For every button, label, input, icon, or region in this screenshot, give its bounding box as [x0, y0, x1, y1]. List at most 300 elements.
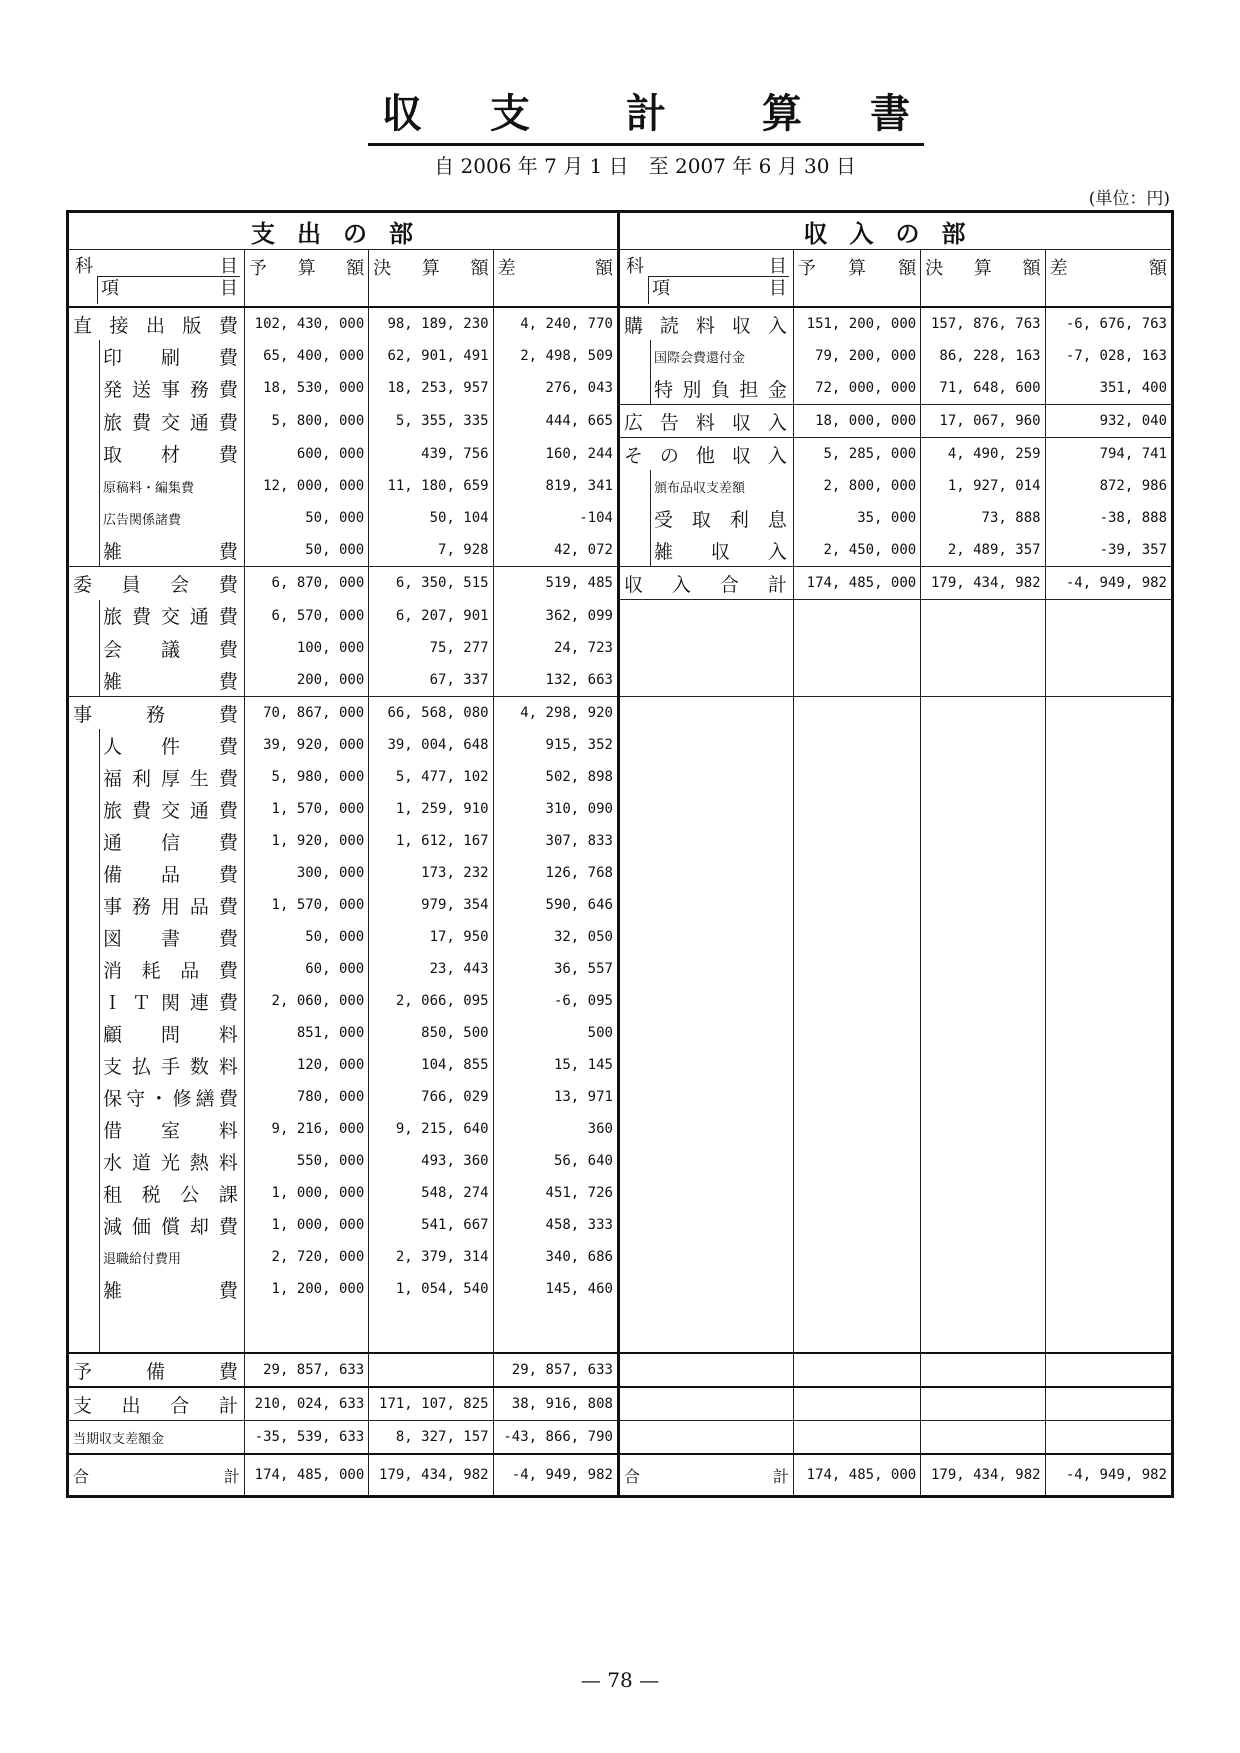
expense-diff-amount: 500 — [493, 1017, 618, 1049]
expense-actual-amount: 50, 104 — [369, 502, 493, 534]
expense-section-header: 支出の部 — [68, 212, 619, 250]
expense-budget-amount: 1, 000, 000 — [244, 1177, 368, 1209]
income-actual-amount — [921, 825, 1045, 857]
income-budget-amount — [793, 1387, 920, 1421]
expense-item-label: 図書費 — [68, 921, 245, 953]
expense-diff-amount: 15, 145 — [493, 1049, 618, 1081]
income-actual-amount — [921, 1017, 1045, 1049]
expense-item-label: 保守・修繕費 — [68, 1081, 245, 1113]
item-header: 科 目 項 目 — [68, 250, 245, 308]
expense-diff-amount: 362, 099 — [493, 600, 618, 633]
expense-budget-amount: 200, 000 — [244, 664, 368, 697]
income-item-label: 広告料収入 — [618, 405, 793, 438]
expense-total-amount: 174, 485, 000 — [244, 1454, 368, 1497]
expense-item-label: 福利厚生費 — [68, 761, 245, 793]
income-actual-amount — [921, 921, 1045, 953]
income-diff-amount — [1045, 761, 1172, 793]
expense-item-label: 支払手数料 — [68, 1049, 245, 1081]
budget-header: 予 算 額 — [244, 250, 368, 308]
income-item-label — [618, 600, 793, 633]
income-diff-amount — [1045, 921, 1172, 953]
expense-budget-amount: 2, 060, 000 — [244, 985, 368, 1017]
table-row — [68, 857, 1173, 889]
expense-item-label: 支出合計 — [68, 1387, 245, 1421]
income-actual-amount — [921, 1273, 1045, 1305]
expense-item-label: 人件費 — [68, 729, 245, 761]
expense-actual-amount: 548, 274 — [369, 1177, 493, 1209]
income-item-label — [618, 632, 793, 664]
expense-diff-amount: 29, 857, 633 — [493, 1353, 618, 1387]
income-actual-amount: 1, 927, 014 — [921, 470, 1045, 502]
expense-budget-amount: 300, 000 — [244, 857, 368, 889]
income-item-label — [618, 1353, 793, 1387]
table-row — [68, 793, 1173, 825]
table-row — [68, 632, 1173, 664]
income-actual-amount — [921, 889, 1045, 921]
expense-budget-amount: 12, 000, 000 — [244, 470, 368, 502]
expense-item-label: 旅費交通費 — [68, 600, 245, 633]
expense-actual-amount: 62, 901, 491 — [369, 340, 493, 372]
expense-total-amount: -4, 949, 982 — [493, 1454, 618, 1497]
expense-actual-amount: 8, 327, 157 — [369, 1421, 493, 1455]
expense-budget-amount: 65, 400, 000 — [244, 340, 368, 372]
table-row — [68, 1017, 1173, 1049]
income-actual-amount — [921, 1387, 1045, 1421]
expense-actual-amount: 6, 207, 901 — [369, 600, 493, 633]
expense-budget-amount: 50, 000 — [244, 921, 368, 953]
table-row — [68, 697, 1173, 730]
income-actual-amount — [921, 761, 1045, 793]
income-budget-amount: 72, 000, 000 — [793, 372, 920, 405]
income-diff-amount — [1045, 1209, 1172, 1241]
table-row — [68, 340, 1173, 372]
expense-budget-amount: 50, 000 — [244, 502, 368, 534]
table-row — [68, 953, 1173, 985]
income-actual-amount: 86, 228, 163 — [921, 340, 1045, 372]
expense-actual-amount: 541, 667 — [369, 1209, 493, 1241]
income-total-amount: 179, 434, 982 — [921, 1454, 1045, 1497]
expense-budget-amount: 39, 920, 000 — [244, 729, 368, 761]
unit-label: (単位：円) — [1088, 189, 1170, 209]
income-diff-amount — [1045, 889, 1172, 921]
table-row — [68, 921, 1173, 953]
income-diff-amount — [1045, 632, 1172, 664]
income-item-label — [618, 1049, 793, 1081]
income-item-label — [618, 1305, 793, 1353]
actual-header: 決 算 額 — [921, 250, 1045, 308]
income-diff-amount — [1045, 1049, 1172, 1081]
expense-item-label: 水道光熱料 — [68, 1145, 245, 1177]
income-item-label — [618, 1387, 793, 1421]
income-total-amount: -4, 949, 982 — [1045, 1454, 1172, 1497]
income-budget-amount — [793, 921, 920, 953]
expense-item-label: 租税公課 — [68, 1177, 245, 1209]
income-budget-amount — [793, 1305, 920, 1353]
expense-budget-amount: 1, 200, 000 — [244, 1273, 368, 1305]
income-diff-amount — [1045, 825, 1172, 857]
table-row — [68, 470, 1173, 502]
table-row — [68, 307, 1173, 340]
expense-actual-amount — [369, 1353, 493, 1387]
income-actual-amount — [921, 1049, 1045, 1081]
expense-budget-amount — [244, 1305, 368, 1353]
expense-budget-amount: 780, 000 — [244, 1081, 368, 1113]
expense-diff-amount: 444, 665 — [493, 405, 618, 438]
expense-diff-amount: 145, 460 — [493, 1273, 618, 1305]
expense-actual-amount: 18, 253, 957 — [369, 372, 493, 405]
income-diff-amount: -6, 676, 763 — [1045, 307, 1172, 340]
income-budget-amount — [793, 1017, 920, 1049]
item-header: 科 目 項 目 — [618, 250, 793, 308]
income-actual-amount — [921, 1241, 1045, 1273]
income-diff-amount — [1045, 1241, 1172, 1273]
expense-actual-amount: 7, 928 — [369, 534, 493, 567]
expense-diff-amount: 307, 833 — [493, 825, 618, 857]
expense-budget-amount: 1, 920, 000 — [244, 825, 368, 857]
income-diff-amount — [1045, 1017, 1172, 1049]
income-item-label: 受取利息 — [618, 502, 793, 534]
income-budget-amount — [793, 761, 920, 793]
income-diff-amount: 872, 986 — [1045, 470, 1172, 502]
table-row — [68, 502, 1173, 534]
table-row — [68, 600, 1173, 633]
expense-actual-amount: 850, 500 — [369, 1017, 493, 1049]
income-budget-amount: 35, 000 — [793, 502, 920, 534]
expense-actual-amount: 173, 232 — [369, 857, 493, 889]
table-row — [68, 405, 1173, 438]
expense-diff-amount: -43, 866, 790 — [493, 1421, 618, 1455]
income-diff-amount: 794, 741 — [1045, 438, 1172, 471]
income-item-label — [618, 1081, 793, 1113]
income-actual-amount: 71, 648, 600 — [921, 372, 1045, 405]
expense-budget-amount: -35, 539, 633 — [244, 1421, 368, 1455]
income-diff-amount — [1045, 1353, 1172, 1387]
income-item-label — [618, 1421, 793, 1455]
expense-diff-amount: 915, 352 — [493, 729, 618, 761]
income-actual-amount — [921, 1145, 1045, 1177]
expense-diff-amount: 36, 557 — [493, 953, 618, 985]
expense-budget-amount: 50, 000 — [244, 534, 368, 567]
expense-item-label: 印刷費 — [68, 340, 245, 372]
income-item-label — [618, 664, 793, 697]
expense-diff-amount: 519, 485 — [493, 567, 618, 600]
income-budget-amount — [793, 1241, 920, 1273]
income-budget-amount: 151, 200, 000 — [793, 307, 920, 340]
expense-actual-amount: 104, 855 — [369, 1049, 493, 1081]
income-total-amount: 174, 485, 000 — [793, 1454, 920, 1497]
expense-item-label: 広告関係諸費 — [68, 502, 245, 534]
income-item-label — [618, 953, 793, 985]
expense-diff-amount: 4, 298, 920 — [493, 697, 618, 730]
table-row — [68, 889, 1173, 921]
expense-budget-amount: 6, 570, 000 — [244, 600, 368, 633]
expense-item-label: 雑費 — [68, 664, 245, 697]
table-row — [68, 761, 1173, 793]
income-diff-amount — [1045, 857, 1172, 889]
income-actual-amount: 157, 876, 763 — [921, 307, 1045, 340]
expense-item-label: 予備費 — [68, 1353, 245, 1387]
income-item-label — [618, 1017, 793, 1049]
expense-diff-amount — [493, 1305, 618, 1353]
income-actual-amount: 4, 490, 259 — [921, 438, 1045, 471]
table-row — [68, 1049, 1173, 1081]
income-actual-amount — [921, 1353, 1045, 1387]
fiscal-period: 自 2006 年 7 月 1 日 至 2007 年 6 月 30 日 — [434, 154, 856, 178]
income-budget-amount — [793, 825, 920, 857]
table-row — [68, 1177, 1173, 1209]
expense-item-label: 委員会費 — [68, 567, 245, 600]
expense-actual-amount: 1, 259, 910 — [369, 793, 493, 825]
table-row — [68, 1145, 1173, 1177]
expense-actual-amount: 5, 355, 335 — [369, 405, 493, 438]
table-row — [68, 825, 1173, 857]
table-row — [68, 1241, 1173, 1273]
expense-budget-amount: 29, 857, 633 — [244, 1353, 368, 1387]
expense-actual-amount: 1, 612, 167 — [369, 825, 493, 857]
income-actual-amount: 179, 434, 982 — [921, 567, 1045, 600]
expense-actual-amount: 11, 180, 659 — [369, 470, 493, 502]
income-diff-amount: -7, 028, 163 — [1045, 340, 1172, 372]
expense-diff-amount: 13, 971 — [493, 1081, 618, 1113]
income-item-label — [618, 1113, 793, 1145]
budget-header: 予 算 額 — [793, 250, 920, 308]
title-char: 計 — [626, 90, 666, 137]
expense-diff-amount: 132, 663 — [493, 664, 618, 697]
income-section-header: 収入の部 — [618, 212, 1172, 250]
diff-header: 差 額 — [493, 250, 618, 308]
expense-budget-amount: 120, 000 — [244, 1049, 368, 1081]
income-diff-amount: -4, 949, 982 — [1045, 567, 1172, 600]
table-row — [68, 1273, 1173, 1305]
expense-diff-amount: 276, 043 — [493, 372, 618, 405]
expense-item-label: 減価償却費 — [68, 1209, 245, 1241]
income-budget-amount — [793, 1421, 920, 1455]
table-row — [68, 567, 1173, 600]
income-budget-amount — [793, 857, 920, 889]
table-row — [68, 438, 1173, 471]
income-budget-amount — [793, 1273, 920, 1305]
income-budget-amount — [793, 889, 920, 921]
income-item-label — [618, 1209, 793, 1241]
income-budget-amount — [793, 1145, 920, 1177]
expense-item-label: 退職給付費用 — [68, 1241, 245, 1273]
expense-diff-amount: 458, 333 — [493, 1209, 618, 1241]
expense-actual-amount: 9, 215, 640 — [369, 1113, 493, 1145]
income-actual-amount — [921, 1081, 1045, 1113]
title-char: 書 — [870, 90, 910, 137]
expense-budget-amount: 851, 000 — [244, 1017, 368, 1049]
income-item-label — [618, 889, 793, 921]
expense-budget-amount: 102, 430, 000 — [244, 307, 368, 340]
expense-diff-amount: 38, 916, 808 — [493, 1387, 618, 1421]
expense-item-label: 当期収支差額金 — [68, 1421, 245, 1455]
income-item-label: その他収入 — [618, 438, 793, 471]
income-budget-amount: 2, 800, 000 — [793, 470, 920, 502]
income-diff-amount: 351, 400 — [1045, 372, 1172, 405]
income-budget-amount — [793, 1081, 920, 1113]
expense-actual-amount: 2, 066, 095 — [369, 985, 493, 1017]
income-diff-amount — [1045, 1113, 1172, 1145]
expense-item-label: ＩＴ関連費 — [68, 985, 245, 1017]
expense-budget-amount: 600, 000 — [244, 438, 368, 471]
income-diff-amount: -38, 888 — [1045, 502, 1172, 534]
expense-budget-amount: 1, 570, 000 — [244, 889, 368, 921]
expense-budget-amount: 5, 980, 000 — [244, 761, 368, 793]
income-budget-amount — [793, 793, 920, 825]
expense-diff-amount: 32, 050 — [493, 921, 618, 953]
expense-item-label: 消耗品費 — [68, 953, 245, 985]
table-row — [68, 372, 1173, 405]
expense-item-label: 取材費 — [68, 438, 245, 471]
income-budget-amount: 2, 450, 000 — [793, 534, 920, 567]
income-item-label: 雑収入 — [618, 534, 793, 567]
expense-diff-amount: -104 — [493, 502, 618, 534]
income-budget-amount — [793, 953, 920, 985]
expense-budget-amount: 550, 000 — [244, 1145, 368, 1177]
expense-budget-amount: 5, 800, 000 — [244, 405, 368, 438]
title-char: 算 — [762, 90, 802, 137]
expense-total-label: 合 計 — [68, 1454, 245, 1497]
income-expense-table — [66, 210, 1174, 1498]
income-item-label: 特別負担金 — [618, 372, 793, 405]
expense-budget-amount: 1, 570, 000 — [244, 793, 368, 825]
expense-actual-amount: 23, 443 — [369, 953, 493, 985]
income-actual-amount — [921, 1209, 1045, 1241]
expense-actual-amount: 6, 350, 515 — [369, 567, 493, 600]
income-actual-amount — [921, 632, 1045, 664]
income-actual-amount — [921, 1421, 1045, 1455]
income-diff-amount — [1045, 697, 1172, 730]
expense-diff-amount: 2, 498, 509 — [493, 340, 618, 372]
income-item-label — [618, 793, 793, 825]
income-budget-amount: 79, 200, 000 — [793, 340, 920, 372]
income-budget-amount — [793, 1177, 920, 1209]
expense-actual-amount: 979, 354 — [369, 889, 493, 921]
expense-diff-amount: 4, 240, 770 — [493, 307, 618, 340]
expense-actual-amount: 766, 029 — [369, 1081, 493, 1113]
expense-diff-amount: 590, 646 — [493, 889, 618, 921]
income-actual-amount — [921, 953, 1045, 985]
page-number: — 78 — — [580, 1668, 660, 1692]
expense-actual-amount: 98, 189, 230 — [369, 307, 493, 340]
table-row — [68, 1421, 1173, 1455]
expense-item-label: 雑費 — [68, 534, 245, 567]
income-budget-amount: 174, 485, 000 — [793, 567, 920, 600]
expense-actual-amount — [369, 1305, 493, 1353]
expense-diff-amount: 42, 072 — [493, 534, 618, 567]
expense-actual-amount: 1, 054, 540 — [369, 1273, 493, 1305]
expense-budget-amount: 60, 000 — [244, 953, 368, 985]
table-row — [68, 664, 1173, 697]
income-item-label — [618, 761, 793, 793]
income-item-label: 収入合計 — [618, 567, 793, 600]
expense-actual-amount: 17, 950 — [369, 921, 493, 953]
income-item-label — [618, 1177, 793, 1209]
expense-budget-amount: 100, 000 — [244, 632, 368, 664]
expense-item-label: 旅費交通費 — [68, 405, 245, 438]
expense-diff-amount: 819, 341 — [493, 470, 618, 502]
income-actual-amount — [921, 600, 1045, 633]
expense-item-label: 直接出版費 — [68, 307, 245, 340]
table-row — [68, 1113, 1173, 1145]
income-actual-amount — [921, 664, 1045, 697]
table-row — [68, 729, 1173, 761]
income-diff-amount — [1045, 729, 1172, 761]
income-diff-amount — [1045, 793, 1172, 825]
income-actual-amount — [921, 1305, 1045, 1353]
table-row — [68, 1305, 1173, 1353]
income-budget-amount — [793, 664, 920, 697]
expense-budget-amount: 18, 530, 000 — [244, 372, 368, 405]
title-char: 支 — [490, 90, 530, 137]
expense-budget-amount: 6, 870, 000 — [244, 567, 368, 600]
expense-budget-amount: 9, 216, 000 — [244, 1113, 368, 1145]
expense-budget-amount: 210, 024, 633 — [244, 1387, 368, 1421]
grand-total-row — [68, 1454, 1173, 1497]
income-diff-amount — [1045, 1177, 1172, 1209]
document-title — [368, 82, 924, 146]
income-budget-amount — [793, 632, 920, 664]
income-budget-amount — [793, 729, 920, 761]
income-diff-amount — [1045, 1421, 1172, 1455]
title-char: 収 — [382, 90, 422, 137]
income-budget-amount — [793, 697, 920, 730]
expense-diff-amount: 126, 768 — [493, 857, 618, 889]
expense-budget-amount: 1, 000, 000 — [244, 1209, 368, 1241]
expense-total-amount: 179, 434, 982 — [369, 1454, 493, 1497]
expense-item-label: 原稿料・編集費 — [68, 470, 245, 502]
income-item-label — [618, 1273, 793, 1305]
expense-diff-amount: 310, 090 — [493, 793, 618, 825]
expense-actual-amount: 171, 107, 825 — [369, 1387, 493, 1421]
income-budget-amount — [793, 1049, 920, 1081]
income-actual-amount: 73, 888 — [921, 502, 1045, 534]
expense-budget-amount: 2, 720, 000 — [244, 1241, 368, 1273]
income-item-label: 頒布品収支差額 — [618, 470, 793, 502]
expense-item-label — [68, 1305, 245, 1353]
expense-actual-amount: 39, 004, 648 — [369, 729, 493, 761]
income-budget-amount: 5, 285, 000 — [793, 438, 920, 471]
income-actual-amount — [921, 857, 1045, 889]
expense-diff-amount: 160, 244 — [493, 438, 618, 471]
expense-budget-amount: 70, 867, 000 — [244, 697, 368, 730]
expense-diff-amount: 56, 640 — [493, 1145, 618, 1177]
income-budget-amount — [793, 1353, 920, 1387]
income-actual-amount: 2, 489, 357 — [921, 534, 1045, 567]
income-actual-amount — [921, 985, 1045, 1017]
income-item-label: 国際会費還付金 — [618, 340, 793, 372]
actual-header: 決 算 額 — [369, 250, 493, 308]
income-item-label — [618, 1145, 793, 1177]
income-budget-amount — [793, 1113, 920, 1145]
expense-item-label: 会議費 — [68, 632, 245, 664]
expense-diff-amount: -6, 095 — [493, 985, 618, 1017]
income-diff-amount — [1045, 953, 1172, 985]
expense-diff-amount: 451, 726 — [493, 1177, 618, 1209]
income-total-label: 合 計 — [618, 1454, 793, 1497]
income-actual-amount — [921, 729, 1045, 761]
income-diff-amount — [1045, 1273, 1172, 1305]
expense-diff-amount: 24, 723 — [493, 632, 618, 664]
table-row — [68, 534, 1173, 567]
expense-actual-amount: 439, 756 — [369, 438, 493, 471]
income-budget-amount — [793, 600, 920, 633]
expense-item-label: 備品費 — [68, 857, 245, 889]
income-diff-amount — [1045, 1387, 1172, 1421]
income-item-label — [618, 825, 793, 857]
income-budget-amount: 18, 000, 000 — [793, 405, 920, 438]
table-row — [68, 1081, 1173, 1113]
